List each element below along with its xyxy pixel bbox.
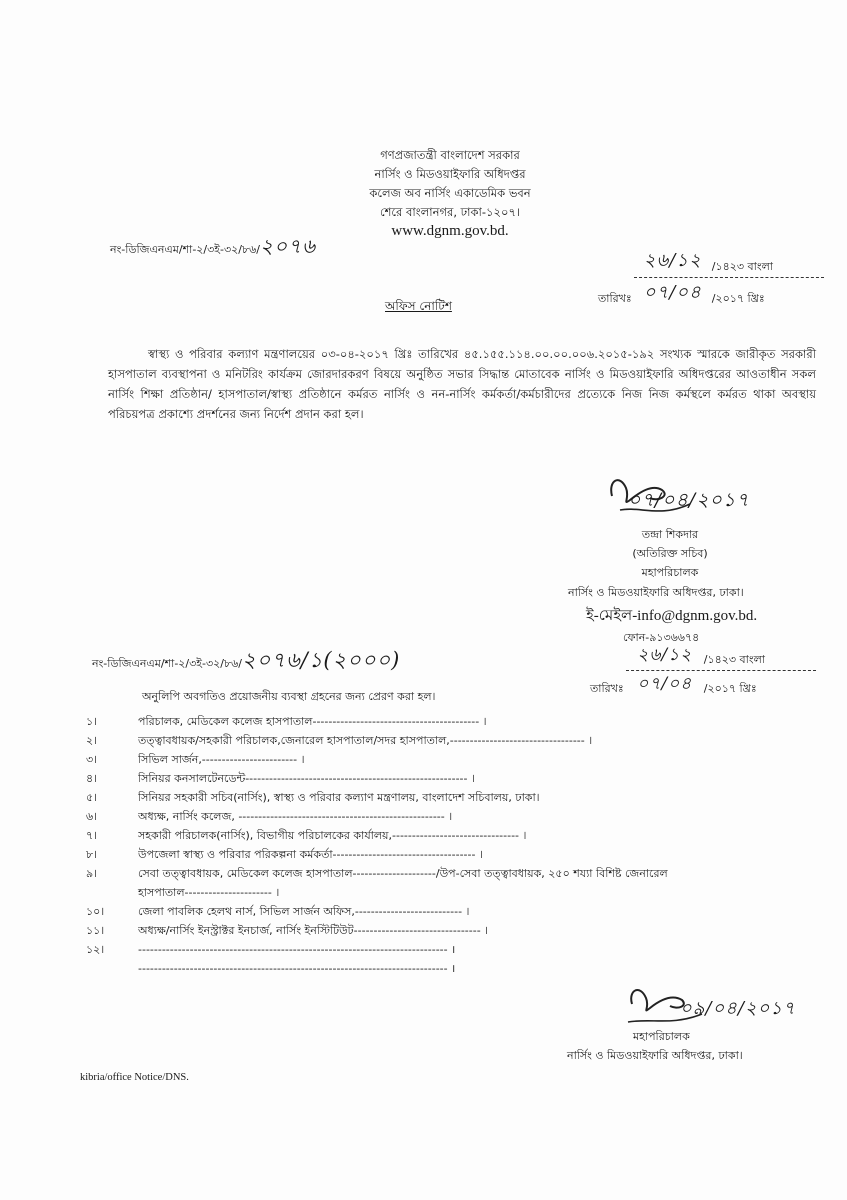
list-item-continuation: ------------------------------------------------------------------------------ ।	[138, 962, 456, 975]
list-item-text: সেবা তত্ত্বাবধায়ক, মেডিকেল কলেজ হাসপাতাল---------------------/উপ-সেবা তত্ত্বাবধায়ক, ২৫০ শয্যা বিশিষ্ট জেনারেল	[138, 867, 668, 880]
list-item	[86, 902, 826, 921]
list-item	[86, 864, 826, 883]
list-item-text: সিভিল সার্জন,------------------------ ।	[138, 753, 305, 766]
list-item	[86, 807, 826, 826]
list-item-number: ৭।	[86, 829, 98, 842]
date-bangla-handwritten: ২৬/১২	[643, 250, 702, 271]
list-item-text: পরিচালক, মেডিকেল কলেজ হাসপাতাল------------------------------------------ ।	[138, 715, 487, 728]
list-item-number: ১।	[86, 715, 98, 728]
list-item-text: ------------------------------------------------------------------------------ ।	[138, 943, 456, 956]
list-item	[86, 921, 826, 940]
list-item	[86, 788, 826, 807]
signatory2-office: নার্সিং ও মিডওয়াইফারি অধিদপ্তর, ঢাকা।	[567, 1049, 743, 1062]
list-item	[86, 826, 826, 845]
list-item	[86, 845, 826, 864]
copy-date-bangla-suffix: /১৪২৩ বাংলা	[703, 653, 765, 666]
list-item-number: ৫।	[86, 791, 98, 804]
signature-2-date: ০৯/০৪/২০১৭	[680, 998, 796, 1019]
signatory-name: তন্দ্রা শিকদার	[641, 528, 699, 541]
list-item-text: সহকারী পরিচালক(নার্সিং), বিভাগীয় পরিচালকের কার্যালয়,-------------------------------- ।	[138, 829, 527, 842]
letterhead-building: কলেজ অব নার্সিং একাডেমিক ভবন	[369, 186, 531, 200]
list-item	[86, 750, 826, 769]
file-reference-footer: kibria/office Notice/DNS.	[80, 1072, 189, 1083]
list-item	[86, 769, 826, 788]
list-item-text: সিনিয়র কনসালটেনডেন্ট-------------------------------------------------------- ।	[138, 772, 475, 785]
copy-intro: অনুলিপি অবগতিও প্রয়োজনীয় ব্যবস্থা গ্রহনের জন্য প্রেরণ করা হল।	[142, 690, 436, 703]
signatory-email	[586, 604, 757, 629]
list-item-number: ৯।	[86, 867, 98, 880]
list-item-number: ১১।	[86, 924, 105, 937]
list-item-number: ১২।	[86, 943, 105, 956]
list-item-number: ৩।	[86, 753, 98, 766]
letterhead-directorate: নার্সিং ও মিডওয়াইফারি অধিদপ্তর	[374, 167, 526, 181]
list-item-text: অধ্যক্ষ/নার্সিং ইনস্ট্রাক্টর ইনচার্জ, নার্সিং ইনস্টিটিউট-------------------------------- ।	[138, 924, 489, 937]
list-item-continuation: হাসপাতাল---------------------- ।	[138, 886, 280, 899]
copy-memo-reference	[92, 644, 400, 679]
letterhead-government: গণপ্রজাতন্ত্রী বাংলাদেশ সরকার	[380, 148, 520, 162]
copy-ref-handwritten: ২০৭৬/১(২০০০)	[242, 648, 401, 672]
signatory2-designation: মহাপরিচালক	[633, 1030, 690, 1043]
memo-ref-handwritten: ২০৭৬	[260, 234, 317, 258]
memo-date	[598, 246, 824, 309]
memo-reference	[110, 232, 316, 265]
copy-date-bangla-handwritten: ২৬/১২	[637, 645, 693, 665]
copy-date-gregorian-handwritten: ০৭/০৪	[637, 674, 693, 694]
list-item-number: ৪।	[86, 772, 98, 785]
list-item-text: তত্ত্বাবধায়ক/সহকারী পরিচালক,জেনারেল হাসপাতাল/সদর হাসপাতাল,---------------------------------- ।	[138, 734, 593, 747]
letterhead	[340, 146, 560, 241]
list-item-number: ৬।	[86, 810, 98, 823]
date-label: তারিখঃ	[598, 292, 632, 305]
list-item-number: ২।	[86, 734, 98, 747]
memo-ref-printed: নং-ডিজিএনএম/শা-২/৩ই-৩২/৮৬/	[110, 243, 260, 256]
list-item	[86, 731, 826, 750]
list-item	[86, 940, 826, 959]
signatory-email-text[interactable]: ই-মেইল-info@dgnm.gov.bd.	[586, 608, 758, 624]
date-gregorian-suffix: /২০১৭ খ্রিঃ	[711, 292, 765, 305]
list-item-text: সিনিয়র সহকারী সচিব(নার্সিং), স্বাস্থ্য ও পরিবার কল্যাণ মন্ত্রণালয়, বাংলাদেশ সচিবালয়, ঢাকা।	[138, 791, 540, 804]
signatory-designation: মহাপরিচালক	[641, 566, 699, 579]
copy-memo-date	[590, 642, 816, 699]
signatory-office: নার্সিং ও মিডওয়াইফারি অধিদপ্তর, ঢাকা।	[568, 586, 744, 599]
signatory-phone: ফোন-৯১৩৬৬৭৪	[623, 631, 700, 644]
notice-body-text: স্বাস্থ্য ও পরিবার কল্যাণ মন্ত্রণালয়ের ০৩-০৪-২০১৭ খ্রিঃ তারিখের ৪৫.১৫৫.১১৪.০০.০০.০০৬.২০১৫-১৯২ সংখ্যক স্মারকে জারীকৃত সরকারী হাসপাতাল ব্যবস্থাপনা ও মনিটরিং কার্যক্রম জোরদারকরণ বিষয়ে অনুষ্ঠিত সভার সিদ্ধান্ত মোতাবেক নার্সিং ও মিডওয়াইফারি অধিদপ্তরের আওতাধীন সকল নার্সিং শিক্ষা প্রতিষ্ঠান/ হাসপাতাল/স্বাস্থ্য প্রতিষ্ঠানে কর্মরত নার্সিং ও নন-নার্সিং কর্মকর্তা/কর্মচারীদের প্রত্যেকে নিজ নিজ কর্মস্থলে কর্মরত থাকা অবস্থায় পরিচয়পত্র প্রকাশ্যে প্রদর্শনের জন্য নির্দেশ প্রদান করা হল।	[108, 347, 816, 421]
letterhead-website[interactable]: www.dgnm.gov.bd.	[391, 223, 509, 239]
list-item	[86, 712, 826, 731]
list-item-number: ৮।	[86, 848, 98, 861]
date-gregorian-handwritten: ০৭/০৪	[643, 282, 702, 303]
list-item-text: উপজেলা স্বাস্থ্য ও পরিবার পরিকল্পনা কর্মকর্তা------------------------------------ ।	[138, 848, 483, 861]
list-item-text: অধ্যক্ষ, নার্সিং কলেজ, ---------------------------------------------------- ।	[138, 810, 453, 823]
letterhead-address: শেরে বাংলানগর, ঢাকা-১২০৭।	[379, 205, 521, 219]
signature-1-date: ০৭/০৪/২০১৭	[628, 489, 750, 511]
copy-date-gregorian-suffix: /২০১৭ খ্রিঃ	[703, 682, 757, 695]
signatory-rank: (অতিরিক্ত সচিব)	[632, 547, 708, 560]
list-item-number: ১০।	[86, 905, 105, 918]
distribution-list	[86, 712, 826, 978]
notice-title: অফিস নোটিশ	[385, 299, 452, 313]
date-bangla-suffix: /১৪২৩ বাংলা	[711, 260, 773, 273]
signatory-block	[560, 525, 780, 582]
copy-date-label: তারিখঃ	[590, 682, 624, 695]
list-item-text: জেলা পাবলিক হেলথ নার্স, সিভিল সার্জন অফিস,--------------------------- ।	[138, 905, 470, 918]
notice-body	[108, 344, 816, 424]
copy-ref-printed: নং-ডিজিএনএম/শা-২/৩ই-৩২/৮৬/	[92, 657, 242, 670]
